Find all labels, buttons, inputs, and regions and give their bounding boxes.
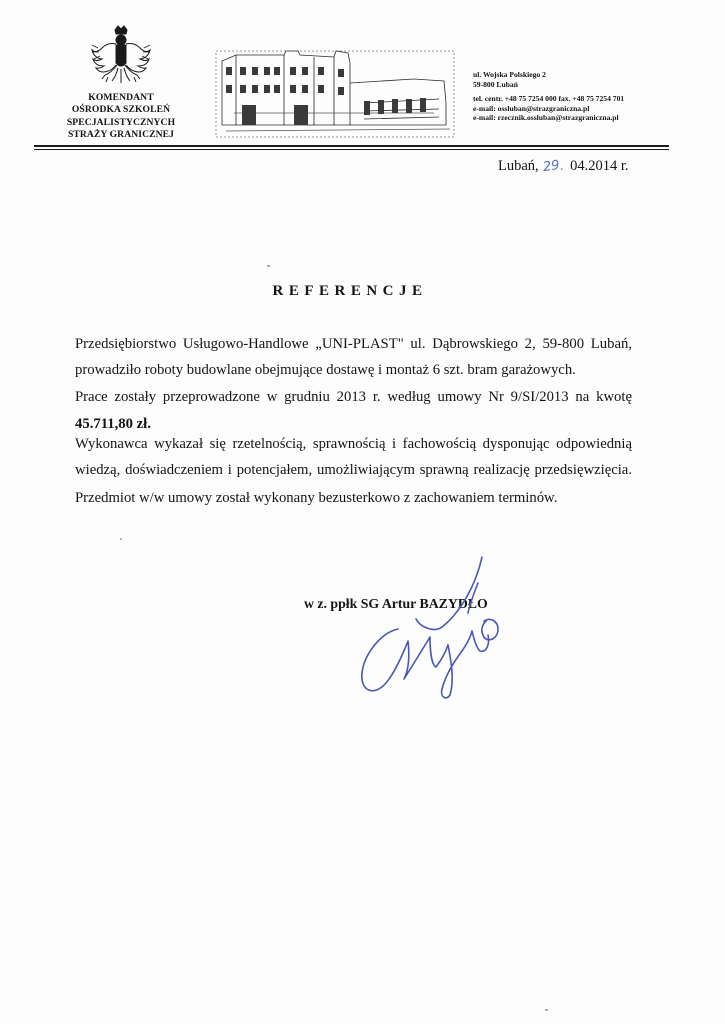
- body-line: Przedsiębiorstwo Usługowo-Handlowe „UNI-PLAST" ul. Dąbrowskiego 2, 59-800 Lubań,: [75, 336, 632, 352]
- address-street: ul. Wojska Polskiego 2: [473, 70, 546, 79]
- address-city: 59-800 Lubań: [473, 79, 518, 89]
- date-day-handwritten: 29: [542, 157, 561, 176]
- body-line: wiedzą, doświadczeniem i potencjałem, umożliwiającym sprawną realizację przedsięwzięcia.: [75, 462, 632, 478]
- date-line: [498, 158, 629, 175]
- institution-line: SPECJALISTYCZNYCH: [66, 116, 176, 128]
- body-line: Przedmiot w/w umowy został wykonany bezusterkowo z zachowaniem terminów.: [75, 490, 558, 506]
- body-line: Wykonawca wykazał się rzetelnością, sprawnością i fachowością dysponując odpowiednią: [75, 436, 632, 452]
- institution-line: OŚRODKA SZKOLEŃ: [71, 104, 171, 116]
- date-place: Lubań,: [498, 158, 539, 174]
- institution-line: STRAŻY GRANICZNEJ: [67, 128, 175, 140]
- email-line: e-mail: ossluban@strazgraniczna.pl: [473, 103, 590, 113]
- phone-fax: tel. centr. +48 75 7254 000 fax. +48 75 7254 701: [473, 94, 625, 104]
- document-heading: REFERENCJE: [272, 283, 428, 299]
- letterhead-divider: [34, 149, 669, 150]
- eagle-emblem-icon: [88, 24, 154, 86]
- building-sketch-image: [214, 43, 456, 140]
- body-line: prowadziło roboty budowlane obejmujące dostawę i montaż 6 szt. bram garażowych.: [75, 362, 576, 378]
- scan-mark: [545, 1009, 548, 1011]
- date-rest: 04.2014 r.: [570, 158, 629, 174]
- contact-address: [473, 70, 624, 123]
- letterhead-divider: [34, 145, 669, 147]
- scan-mark: [120, 538, 122, 540]
- body-line: Prace zostały przeprowadzone w grudniu 2013 r. według umowy Nr 9/SI/2013 na kwotę: [75, 389, 632, 405]
- institution-name: [40, 92, 202, 141]
- handwritten-signature-image: [350, 555, 510, 705]
- scan-mark: [267, 265, 270, 267]
- contract-amount: 45.711,80 zł.: [75, 416, 151, 432]
- institution-line: KOMENDANT: [88, 92, 154, 103]
- date-day-printed: .: [559, 158, 564, 174]
- signer-name: w z. ppłk SG Artur BAZYDŁO: [304, 596, 488, 611]
- email-line: e-mail: rzecznik.ossluban@strazgraniczna.pl: [473, 113, 619, 123]
